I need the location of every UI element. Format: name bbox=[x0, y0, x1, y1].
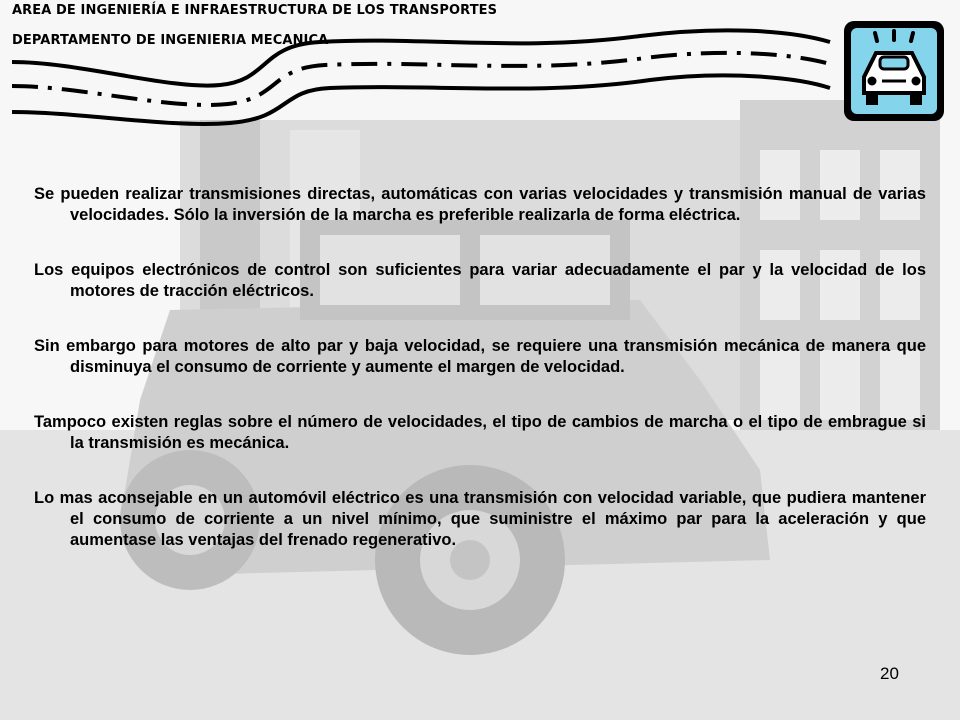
body-text bbox=[34, 184, 926, 585]
page-number: 20 bbox=[880, 664, 899, 683]
paragraph-3: Sin embargo para motores de alto par y baja velocidad, se requiere una transmisión mecánica de manera que disminuya el consumo de corriente y aumente el margen de velocidad. bbox=[34, 337, 926, 376]
road-banner-icon bbox=[0, 0, 960, 140]
paragraph-5: Lo mas aconsejable en un automóvil eléctrico es una transmisión con velocidad variable, que pudiera mantener el consumo de corriente a un nivel mínimo, que suministre el máximo par para la aceleración y que aumentase las ventajas del frenado regenerativo. bbox=[34, 489, 926, 549]
header-institution: AREA DE INGENIERÍA E INFRAESTRUCTURA DE LOS TRANSPORTES bbox=[12, 3, 498, 18]
paragraph-2: Los equipos electrónicos de control son suficientes para variar adecuadamente el par y la velocidad de los motores de tracción eléctricos. bbox=[34, 261, 926, 300]
car-icon bbox=[842, 19, 946, 123]
paragraph-4: Tampoco existen reglas sobre el número de velocidades, el tipo de cambios de marcha o el tipo de embrague si la transmisión es mecánica. bbox=[34, 413, 926, 452]
header-department: DEPARTAMENTO DE INGENIERIA MECANICA bbox=[12, 33, 329, 48]
paragraph-1: Se pueden realizar transmisiones directas, automáticas con varias velocidades y transmisión manual de varias velocidades. Sólo la inversión de la marcha es preferible realizarla de forma eléctrica. bbox=[34, 185, 926, 224]
